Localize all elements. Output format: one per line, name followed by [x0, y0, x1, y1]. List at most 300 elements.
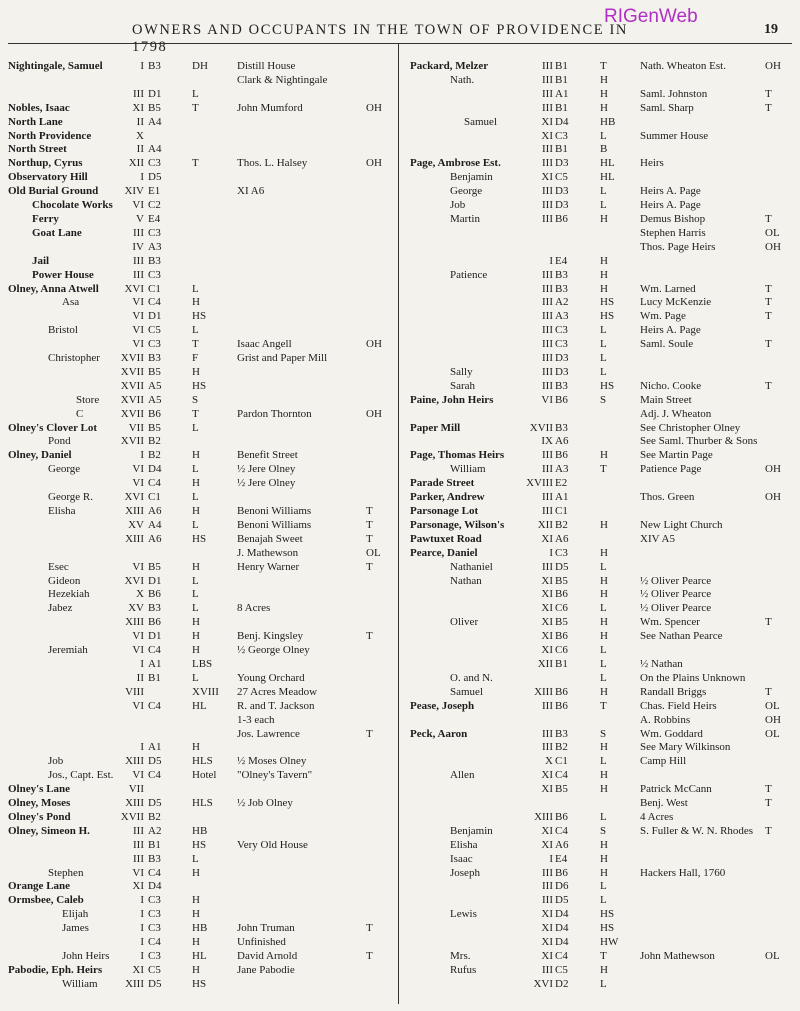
entry-name: Parker, Andrew	[410, 491, 485, 504]
property-type: H	[192, 365, 200, 378]
directory-row	[410, 825, 800, 839]
property-type: HS	[192, 532, 207, 545]
grid-cell: A6	[148, 532, 162, 545]
directory-row	[8, 338, 400, 352]
grid-cell: B5	[555, 783, 568, 796]
entry-name: Olney, Daniel	[8, 449, 72, 462]
grid-cell: A5	[148, 393, 162, 406]
entry-name: Pabodie, Eph. Heirs	[8, 963, 103, 976]
directory-row	[8, 922, 400, 936]
tenure-code: T	[765, 101, 772, 114]
grid-cell: D6	[555, 880, 569, 893]
plat-number: XVI	[124, 491, 144, 504]
directory-row	[410, 449, 800, 463]
directory-row	[8, 853, 400, 867]
property-type: L	[192, 87, 199, 100]
entry-name: Sarah	[450, 379, 476, 392]
plat-number: III	[542, 727, 553, 740]
left-column	[8, 60, 400, 992]
plat-number: XI	[132, 880, 144, 893]
occupant: ½ Job Olney	[237, 797, 293, 810]
plat-number: VI	[132, 324, 144, 337]
plat-number: I	[140, 449, 144, 462]
property-type: HL	[600, 171, 615, 184]
occupant: Heirs A. Page	[640, 185, 701, 198]
plat-number: XII	[128, 157, 144, 170]
occupant: New Light Church	[640, 518, 723, 531]
property-type: HS	[600, 908, 615, 921]
entry-name: Jail	[32, 254, 50, 267]
plat-number: XIII	[125, 616, 144, 629]
directory-row	[410, 283, 800, 297]
occupant: J. Mathewson	[237, 546, 299, 559]
occupant: See Nathan Pearce	[640, 630, 723, 643]
plat-number: I	[549, 254, 553, 267]
directory-row	[8, 463, 400, 477]
plat-number: III	[542, 101, 553, 114]
grid-cell: B6	[555, 449, 568, 462]
tenure-code: OH	[765, 713, 781, 726]
plat-number: X	[136, 129, 144, 142]
property-type: T	[600, 60, 607, 72]
occupant: Young Orchard	[237, 671, 305, 684]
plat-number: XV	[128, 602, 144, 615]
property-type: L	[600, 755, 607, 768]
property-type: H	[192, 616, 200, 629]
directory-row	[8, 199, 400, 213]
entry-name: Peck, Aaron	[410, 727, 468, 740]
plat-number: III	[542, 560, 553, 573]
grid-cell: D5	[555, 894, 569, 907]
property-type: H	[600, 449, 608, 462]
directory-row	[8, 547, 400, 561]
directory-row	[410, 185, 800, 199]
occupant: Unfinished	[237, 936, 286, 949]
property-type: H	[192, 630, 200, 643]
occupant: Demus Bishop	[640, 212, 706, 225]
property-type: DH	[192, 60, 208, 72]
directory-row	[8, 171, 400, 185]
plat-number: VI	[132, 699, 144, 712]
plat-number: III	[542, 866, 553, 879]
property-type: H	[192, 866, 200, 879]
plat-number: I	[140, 894, 144, 907]
grid-cell: C4	[148, 699, 161, 712]
occupant: R. and T. Jackson	[237, 699, 315, 712]
entry-name: Allen	[450, 769, 475, 782]
plat-number: XI	[541, 129, 553, 142]
directory-row	[8, 728, 400, 742]
directory-row	[8, 867, 400, 881]
property-type: H	[192, 296, 200, 309]
directory-row	[410, 797, 800, 811]
grid-cell: D3	[555, 199, 569, 212]
directory-row	[410, 491, 800, 505]
directory-row	[8, 755, 400, 769]
tenure-code: OH	[765, 463, 781, 476]
entry-name: Packard, Melzer	[410, 60, 489, 72]
tenure-code: OH	[366, 157, 382, 170]
entry-name: Page, Ambrose Est.	[410, 157, 501, 170]
entry-name: Northup, Cyrus	[8, 157, 83, 170]
grid-cell: C3	[148, 894, 161, 907]
occupant: Saml. Sharp	[640, 101, 694, 114]
directory-row	[8, 811, 400, 825]
property-type: HS	[600, 922, 615, 935]
directory-row	[8, 616, 400, 630]
plat-number: III	[542, 741, 553, 754]
plat-number: VI	[132, 769, 144, 782]
property-type: HS	[192, 838, 207, 851]
grid-cell: C1	[148, 491, 161, 504]
property-type: H	[600, 546, 608, 559]
plat-number: XI	[541, 574, 553, 587]
directory-row	[410, 533, 800, 547]
directory-row	[8, 366, 400, 380]
occupant: Lucy McKenzie	[640, 296, 712, 309]
directory-row	[410, 978, 800, 992]
directory-row	[8, 741, 400, 755]
grid-cell: C3	[148, 338, 161, 351]
directory-row	[8, 491, 400, 505]
property-type: L	[600, 185, 607, 198]
occupant: Randall Briggs	[640, 685, 707, 698]
grid-cell: A3	[148, 240, 162, 253]
directory-row	[410, 839, 800, 853]
plat-number: XI	[541, 936, 553, 949]
directory-row	[410, 561, 800, 575]
plat-number: XI	[541, 950, 553, 962]
directory-row	[410, 143, 800, 157]
property-type: L	[600, 894, 607, 907]
directory-row	[410, 241, 800, 255]
directory-row	[410, 227, 800, 241]
directory-row	[8, 227, 400, 241]
entry-name: Hezekiah	[48, 588, 90, 601]
property-type: S	[600, 727, 607, 740]
property-type: H	[600, 101, 608, 114]
grid-cell: A6	[148, 505, 162, 517]
grid-cell: B6	[148, 588, 161, 601]
property-type: LBS	[192, 657, 213, 670]
grid-cell: D4	[148, 880, 162, 893]
grid-cell: D5	[148, 797, 162, 810]
grid-cell: E2	[555, 477, 568, 490]
plat-number: III	[542, 60, 553, 72]
grid-cell: B2	[555, 741, 568, 754]
occupant: Thos. Green	[640, 491, 695, 504]
plat-number: III	[542, 352, 553, 365]
directory-row	[8, 157, 400, 171]
plat-number: III	[133, 254, 144, 267]
directory-row	[410, 88, 800, 102]
property-type: H	[192, 560, 200, 573]
grid-cell: D4	[555, 936, 569, 949]
grid-cell: C3	[148, 226, 161, 239]
directory-row	[410, 658, 800, 672]
directory-row	[8, 60, 400, 74]
grid-cell: A3	[555, 463, 569, 476]
entry-name: North Lane	[8, 115, 63, 128]
entry-name: Christopher	[48, 352, 100, 365]
right-column	[410, 60, 800, 992]
plat-number: III	[542, 463, 553, 476]
occupant: Heirs A. Page	[640, 199, 701, 212]
directory-row	[410, 157, 800, 171]
grid-cell: B2	[148, 435, 161, 448]
directory-row	[8, 185, 400, 199]
grid-cell: B3	[555, 421, 568, 434]
grid-cell: B3	[555, 268, 568, 281]
plat-number: III	[542, 73, 553, 86]
plat-number: III	[542, 449, 553, 462]
directory-row	[410, 394, 800, 408]
directory-row	[410, 463, 800, 477]
occupant: John Mumford	[237, 101, 303, 114]
occupant: Jos. Lawrence	[237, 727, 300, 740]
directory-row	[8, 950, 400, 964]
property-type: L	[192, 491, 199, 504]
property-type: H	[192, 741, 200, 754]
entry-name: Goat Lane	[32, 226, 82, 239]
property-type: F	[192, 352, 199, 365]
grid-cell: B3	[148, 852, 161, 865]
grid-cell: C3	[555, 324, 568, 337]
entry-name: John Heirs	[62, 950, 110, 962]
directory-row	[410, 686, 800, 700]
grid-cell: A5	[148, 379, 162, 392]
directory-row	[410, 547, 800, 561]
grid-cell: B3	[555, 379, 568, 392]
directory-row	[8, 505, 400, 519]
grid-cell: B5	[148, 560, 161, 573]
occupant: XI A6	[237, 185, 265, 198]
grid-cell: D5	[148, 171, 162, 184]
occupant: Main Street	[640, 393, 692, 406]
grid-cell: A2	[148, 824, 162, 837]
plat-number: I	[140, 60, 144, 72]
plat-number: XVII	[120, 379, 144, 392]
grid-cell: B6	[555, 699, 568, 712]
directory-row	[8, 644, 400, 658]
property-type: S	[192, 393, 199, 406]
plat-number: XI	[541, 602, 553, 615]
grid-cell: D1	[148, 574, 162, 587]
entry-name: Olney's Clover Lot	[8, 421, 98, 434]
property-type: L	[600, 352, 607, 365]
plat-number: XI	[132, 101, 144, 114]
plat-number: III	[542, 324, 553, 337]
property-type: H	[600, 769, 608, 782]
plat-number: XIII	[534, 810, 553, 823]
grid-cell: B3	[555, 282, 568, 295]
grid-cell: B1	[148, 671, 161, 684]
entry-name: Lewis	[450, 908, 477, 921]
plat-number: I	[140, 950, 144, 962]
grid-cell: B5	[148, 101, 161, 114]
grid-cell: B6	[148, 407, 161, 420]
tenure-code: T	[765, 783, 772, 796]
grid-cell: D4	[555, 115, 569, 128]
tenure-code: T	[765, 797, 772, 810]
directory-row	[410, 310, 800, 324]
plat-number: II	[136, 115, 144, 128]
grid-cell: C3	[148, 908, 161, 921]
plat-number: VII	[128, 421, 144, 434]
directory-row	[8, 296, 400, 310]
property-type: H	[600, 685, 608, 698]
plat-number: X	[545, 755, 553, 768]
grid-cell: E4	[148, 212, 161, 225]
property-type: HL	[192, 950, 207, 962]
entry-name: Orange Lane	[8, 880, 71, 893]
occupant: Nath. Wheaton Est.	[640, 60, 726, 72]
plat-number: III	[542, 365, 553, 378]
grid-cell: B1	[555, 143, 568, 156]
plat-number: XVII	[529, 421, 553, 434]
plat-number: XI	[541, 644, 553, 657]
tenure-code: T	[765, 379, 772, 392]
entry-name: Nathaniel	[450, 560, 493, 573]
entry-name: Samuel	[450, 685, 483, 698]
property-type: HS	[600, 379, 615, 392]
grid-cell: D4	[555, 922, 569, 935]
plat-number: VI	[132, 560, 144, 573]
plat-number: III	[542, 491, 553, 504]
entry-name: Elijah	[62, 908, 89, 921]
occupant: Thos. Page Heirs	[640, 240, 716, 253]
property-type: L	[192, 574, 199, 587]
entry-name: Elisha	[48, 505, 76, 517]
directory-row	[8, 394, 400, 408]
entry-name: North Street	[8, 143, 67, 156]
property-type: H	[600, 838, 608, 851]
directory-row	[410, 477, 800, 491]
property-type: H	[600, 268, 608, 281]
grid-cell: C1	[555, 755, 568, 768]
directory-row	[410, 714, 800, 728]
plat-number: III	[133, 838, 144, 851]
entry-name: Jabez	[48, 602, 73, 615]
page-number: 19	[764, 22, 778, 37]
tenure-code: T	[765, 87, 772, 100]
directory-row	[410, 769, 800, 783]
occupant: Benj. West	[640, 797, 688, 810]
property-type: XVIII	[192, 685, 219, 698]
grid-cell: D5	[148, 755, 162, 768]
occupant: ½ Oliver Pearce	[640, 588, 712, 601]
directory-row	[8, 825, 400, 839]
plat-number: III	[542, 143, 553, 156]
entry-name: North Providence	[8, 129, 92, 142]
occupant: Heirs	[640, 157, 664, 170]
grid-cell: D4	[148, 463, 162, 476]
plat-number: XVIII	[526, 477, 553, 490]
grid-cell: C4	[555, 950, 568, 962]
property-type: H	[600, 630, 608, 643]
directory-row	[8, 449, 400, 463]
plat-number: VI	[132, 310, 144, 323]
property-type: L	[600, 560, 607, 573]
tenure-code: T	[765, 212, 772, 225]
entry-name: Sally	[450, 365, 473, 378]
directory-row	[8, 102, 400, 116]
occupant: Wm. Page	[640, 310, 686, 323]
property-type: H	[192, 505, 200, 517]
property-type: L	[600, 657, 607, 670]
directory-row	[8, 408, 400, 422]
grid-cell: D3	[555, 352, 569, 365]
plat-number: XVII	[120, 393, 144, 406]
property-type: H	[600, 282, 608, 295]
occupant: Benj. Kingsley	[237, 630, 303, 643]
occupant: Pardon Thornton	[237, 407, 312, 420]
grid-cell: E1	[148, 185, 161, 198]
plat-number: I	[140, 171, 144, 184]
plat-number: XI	[541, 630, 553, 643]
entry-name: Olney, Simeon H.	[8, 824, 90, 837]
page-header	[0, 6, 800, 55]
entry-name: Chocolate Works	[32, 199, 113, 212]
entry-name: Stephen	[48, 866, 84, 879]
grid-cell: C4	[148, 769, 161, 782]
directory-row	[8, 839, 400, 853]
directory-row	[8, 74, 400, 88]
entry-name: Olney, Anna Atwell	[8, 282, 99, 295]
directory-row	[8, 880, 400, 894]
grid-cell: C4	[148, 936, 161, 949]
property-type: L	[600, 129, 607, 142]
plat-number: XI	[541, 616, 553, 629]
property-type: L	[600, 810, 607, 823]
plat-number: XI	[541, 171, 553, 184]
occupant: Stephen Harris	[640, 226, 706, 239]
occupant: 8 Acres	[237, 602, 271, 615]
occupant: Benajah Sweet	[237, 532, 303, 545]
property-type: HB	[600, 115, 616, 128]
directory-row	[8, 700, 400, 714]
grid-cell: B3	[148, 602, 161, 615]
plat-number: VI	[132, 630, 144, 643]
grid-cell: B6	[555, 810, 568, 823]
directory-row	[410, 130, 800, 144]
directory-row	[410, 505, 800, 519]
occupant: 4 Acres	[640, 810, 674, 823]
property-type: H	[192, 894, 200, 907]
property-type: L	[600, 880, 607, 893]
entry-name: Martin	[450, 212, 480, 225]
directory-row	[8, 310, 400, 324]
directory-row	[8, 978, 400, 992]
directory-row	[8, 519, 400, 533]
plat-number: III	[542, 505, 553, 517]
grid-cell: A4	[148, 115, 162, 128]
grid-cell: C4	[148, 866, 161, 879]
grid-cell: B1	[555, 73, 568, 86]
entry-name: Ferry	[32, 212, 59, 225]
directory-row	[8, 714, 400, 728]
entry-name: Asa	[62, 296, 80, 309]
grid-cell: D1	[148, 87, 162, 100]
plat-number: XIII	[534, 685, 553, 698]
tenure-code: T	[366, 630, 373, 643]
grid-cell: B5	[148, 365, 161, 378]
occupant: Summer House	[640, 129, 709, 142]
property-type: HL	[192, 699, 207, 712]
grid-cell: B5	[148, 421, 161, 434]
property-type: S	[600, 393, 607, 406]
plat-number: I	[140, 741, 144, 754]
